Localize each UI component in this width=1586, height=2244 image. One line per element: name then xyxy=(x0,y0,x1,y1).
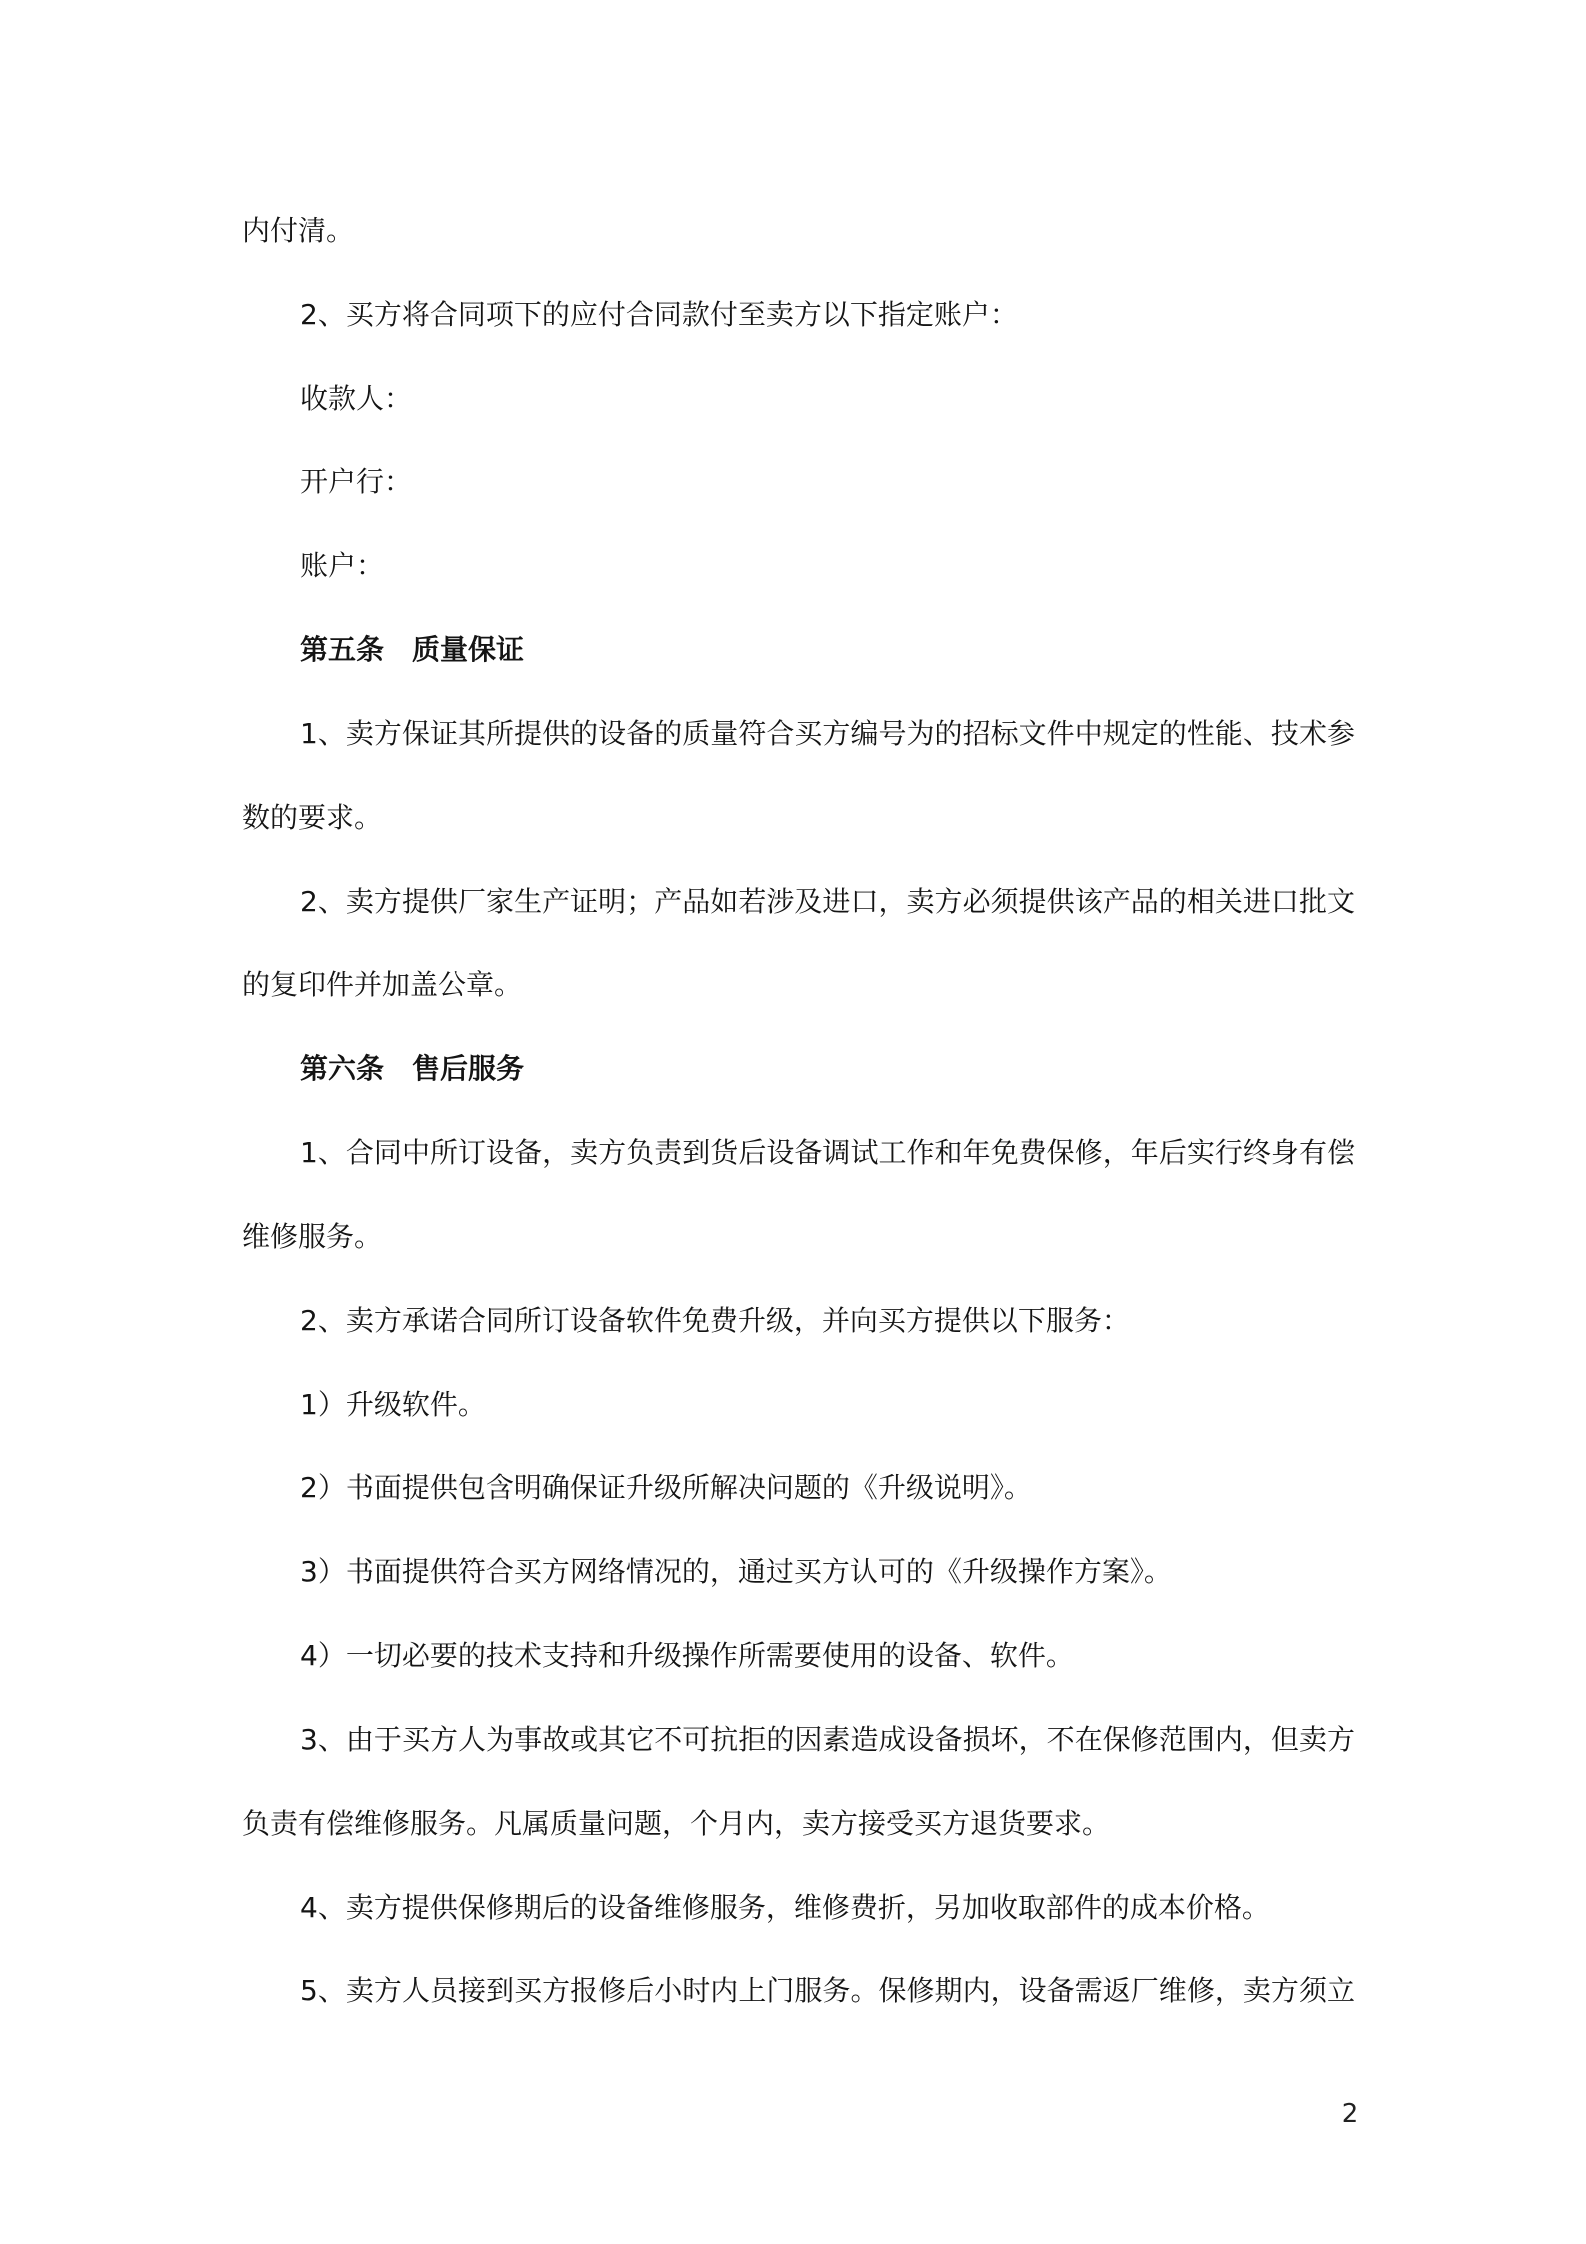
service-subitem: 1）升级软件。 xyxy=(300,1387,486,1421)
continuation-line: 内付清。 xyxy=(242,214,355,247)
article-6-heading: 第六条 售后服务 xyxy=(300,1052,525,1086)
paragraph-line: 3、由于买方人为事故或其它不可抗拒的因素造成设备损坏，不在保修范围内，但卖方 xyxy=(300,1722,1355,1756)
paragraph-line: 的复印件并加盖公章。 xyxy=(242,968,523,1002)
paragraph-line: 2、卖方承诺合同所订设备软件免费升级，并向买方提供以下服务： xyxy=(300,1303,1130,1337)
payment-account-clause: 2、买方将合同项下的应付合同款付至卖方以下指定账户： xyxy=(300,297,1018,331)
paragraph-line: 5、卖方人员接到买方报修后小时内上门服务。保修期内，设备需返厂维修，卖方须立 xyxy=(300,1974,1355,2008)
article-5-heading: 第五条 质量保证 xyxy=(300,633,525,667)
service-subitem: 2）书面提供包含明确保证升级所解决问题的《升级说明》。 xyxy=(300,1471,1032,1505)
service-clause-4 xyxy=(242,1866,1355,1950)
service-clause-5 xyxy=(242,1949,1355,2033)
paragraph-line: 2、卖方提供厂家生产证明；产品如若涉及进口，卖方必须提供该产品的相关进口批文 xyxy=(300,884,1355,918)
paragraph-line: 维修服务。 xyxy=(242,1219,383,1253)
service-clause-1 xyxy=(242,1111,1355,1279)
payee-label: 收款人： xyxy=(300,381,413,415)
page-content xyxy=(242,189,1355,2033)
account-label: 账户： xyxy=(300,549,385,583)
paragraph-line: 1、卖方保证其所提供的设备的质量符合买方编号为的招标文件中规定的性能、技术参 xyxy=(300,716,1355,750)
bank-label: 开户行： xyxy=(300,465,413,499)
paragraph-line: 数的要求。 xyxy=(242,800,383,834)
page-number: 2 xyxy=(1341,2099,1359,2129)
service-subitem: 4）一切必要的技术支持和升级操作所需要使用的设备、软件。 xyxy=(300,1639,1074,1673)
paragraph-line: 负责有偿维修服务。凡属质量问题，个月内，卖方接受买方退货要求。 xyxy=(242,1806,1111,1840)
quality-clause-1 xyxy=(242,692,1355,860)
service-clause-2 xyxy=(242,1279,1355,1698)
quality-clause-2 xyxy=(242,860,1355,1028)
paragraph-line: 4、卖方提供保修期后的设备维修服务，维修费折，另加收取部件的成本价格。 xyxy=(300,1890,1270,1924)
service-subitem: 3）书面提供符合买方网络情况的，通过买方认可的《升级操作方案》。 xyxy=(300,1555,1172,1589)
service-clause-3 xyxy=(242,1698,1355,1866)
paragraph-line: 1、合同中所订设备，卖方负责到货后设备调试工作和年免费保修，年后实行终身有偿 xyxy=(300,1136,1355,1170)
